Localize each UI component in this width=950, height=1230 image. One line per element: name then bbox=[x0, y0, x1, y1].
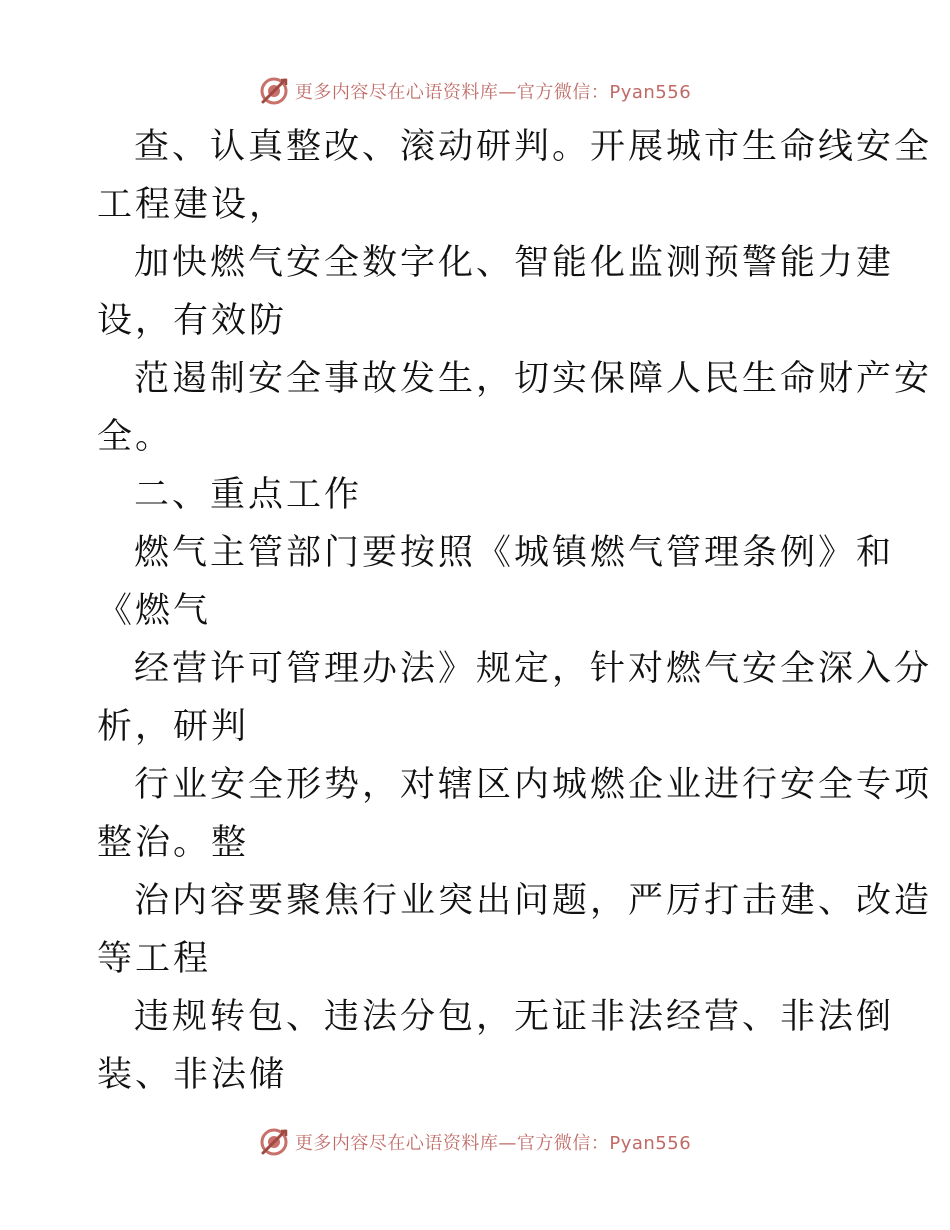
text-line: 违规转包、违法分包，无证非法经营、非法倒 bbox=[134, 997, 895, 1037]
text-line: 燃气主管部门要按照《城镇燃气管理条例》和 bbox=[134, 533, 895, 573]
text-line: 工程建设， bbox=[97, 185, 288, 225]
text-line: 《燃气 bbox=[97, 591, 212, 631]
text-line: 等工程 bbox=[97, 939, 212, 979]
text-line: 查、认真整改、滚动研判。开展城市生命线安全 bbox=[134, 127, 933, 167]
text-line: 全。 bbox=[97, 417, 174, 457]
section-heading: 二、重点工作 bbox=[134, 475, 363, 515]
footer-banner bbox=[0, 1122, 950, 1162]
footer-banner-text: 更多内容尽在心语资料库—官方微信：Pyan556 bbox=[294, 1133, 692, 1154]
text-line: 析，研判 bbox=[97, 707, 250, 747]
text-line: 经营许可管理办法》规定，针对燃气安全深入分 bbox=[134, 649, 933, 689]
text-line: 治内容要聚焦行业突出问题，严厉打击建、改造 bbox=[134, 881, 933, 921]
header-banner bbox=[0, 71, 950, 111]
text-line: 行业安全形势，对辖区内城燃企业进行安全专项 bbox=[134, 765, 933, 805]
text-line: 设，有效防 bbox=[97, 301, 288, 341]
brand-logo-icon bbox=[259, 76, 289, 106]
text-line: 装、非法储 bbox=[97, 1055, 288, 1095]
text-line: 范遏制安全事故发生，切实保障人民生命财产安 bbox=[134, 359, 933, 399]
text-line: 整治。整 bbox=[97, 823, 250, 863]
brand-logo-icon bbox=[259, 1127, 289, 1157]
header-banner-text: 更多内容尽在心语资料库—官方微信：Pyan556 bbox=[294, 82, 692, 103]
text-line: 加快燃气安全数字化、智能化监测预警能力建 bbox=[134, 243, 895, 283]
